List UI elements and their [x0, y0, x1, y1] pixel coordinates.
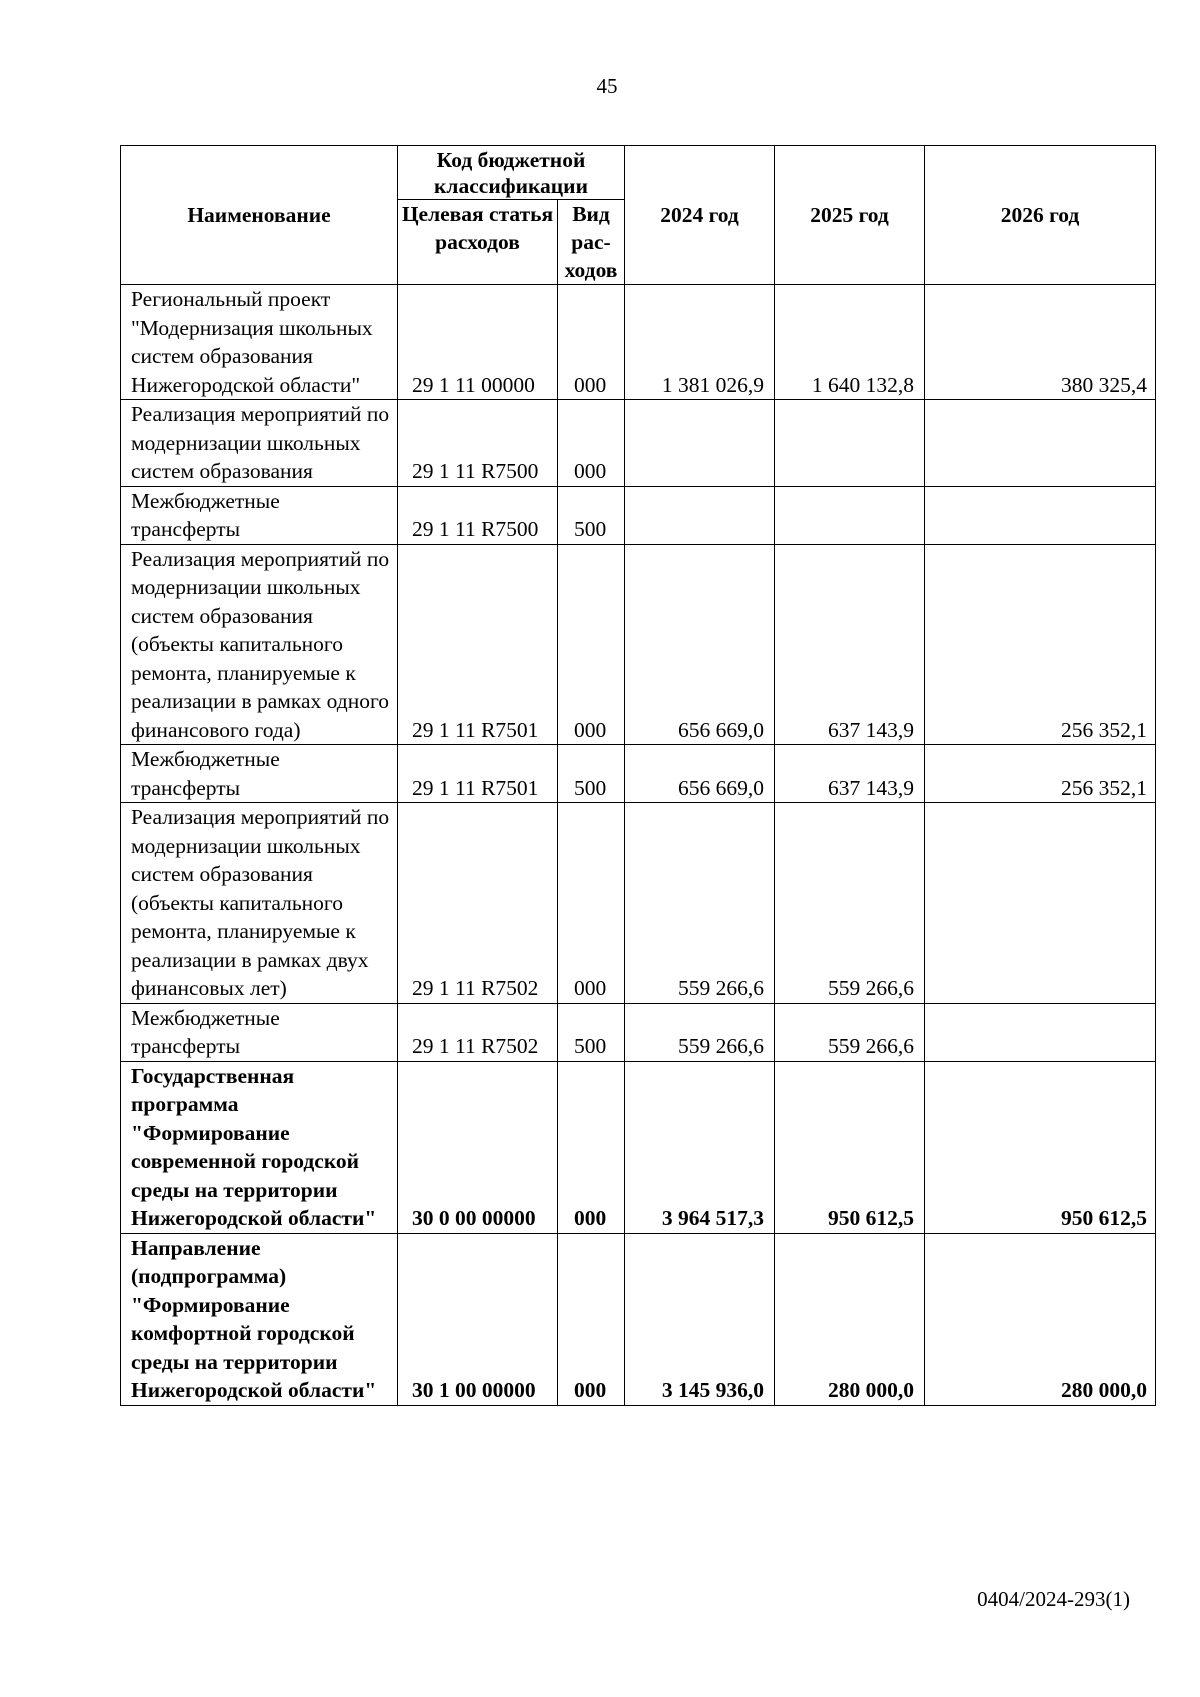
- header-year-2025: 2025 год: [775, 146, 925, 285]
- row-code: 29 1 11 R7500: [398, 486, 558, 544]
- row-code: 29 1 11 R7501: [398, 544, 558, 745]
- row-expense-type: 000: [558, 285, 625, 400]
- row-name: Реализация мероприятий по модернизации школьных систем образования: [121, 400, 398, 487]
- row-name: Реализация мероприятий по модернизации школьных систем образования (объекты капитального ремонта, планируемые к реализации в рамках одного финансового года): [121, 544, 398, 745]
- row-expense-type: 500: [558, 486, 625, 544]
- header-year-2026: 2026 год: [925, 146, 1156, 285]
- row-expense-type: 000: [558, 1061, 625, 1233]
- table-row: [121, 400, 1156, 487]
- row-expense-type: 000: [558, 803, 625, 1004]
- row-name: Направление (подпрограмма) "Формирование комфортной городской среды на территории Нижегородской области": [121, 1233, 398, 1405]
- row-name: Межбюджетные трансферты: [121, 1003, 398, 1061]
- row-code: 29 1 11 00000: [398, 285, 558, 400]
- header-name: Наименование: [121, 146, 398, 285]
- row-2025: 559 266,6: [775, 803, 925, 1004]
- row-2025: 1 640 132,8: [775, 285, 925, 400]
- table-row: [121, 745, 1156, 803]
- row-name: Государственная программа "Формирование современной городской среды на территории Нижегородской области": [121, 1061, 398, 1233]
- row-expense-type: 000: [558, 400, 625, 487]
- table-row: [121, 285, 1156, 400]
- row-code: 30 0 00 00000: [398, 1061, 558, 1233]
- row-2025: [775, 486, 925, 544]
- row-2025: 637 143,9: [775, 745, 925, 803]
- header-year-2024: 2024 год: [625, 146, 775, 285]
- table-row: [121, 1233, 1156, 1405]
- row-2026: 256 352,1: [925, 544, 1156, 745]
- row-2024: 559 266,6: [625, 803, 775, 1004]
- row-2024: 3 964 517,3: [625, 1061, 775, 1233]
- row-2024: 656 669,0: [625, 544, 775, 745]
- row-code: 29 1 11 R7500: [398, 400, 558, 487]
- row-2025: 637 143,9: [775, 544, 925, 745]
- row-2025: [775, 400, 925, 487]
- row-2026: [925, 400, 1156, 487]
- row-name: Межбюджетные трансферты: [121, 745, 398, 803]
- row-code: 30 1 00 00000: [398, 1233, 558, 1405]
- row-2025: 280 000,0: [775, 1233, 925, 1405]
- header-expense-type: Вид рас-ходов: [558, 200, 625, 285]
- row-code: 29 1 11 R7502: [398, 1003, 558, 1061]
- row-expense-type: 500: [558, 745, 625, 803]
- row-code: 29 1 11 R7501: [398, 745, 558, 803]
- row-2024: 3 145 936,0: [625, 1233, 775, 1405]
- budget-table: [120, 145, 1156, 1406]
- row-name: Региональный проект "Модернизация школьных систем образования Нижегородской области": [121, 285, 398, 400]
- row-2026: 380 325,4: [925, 285, 1156, 400]
- table-row: [121, 1003, 1156, 1061]
- document-code: 0404/2024-293(1): [977, 1587, 1130, 1611]
- row-name: Межбюджетные трансферты: [121, 486, 398, 544]
- row-2026: [925, 486, 1156, 544]
- row-2026: 256 352,1: [925, 745, 1156, 803]
- row-2024: [625, 400, 775, 487]
- row-expense-type: 000: [558, 1233, 625, 1405]
- table-row: [121, 486, 1156, 544]
- row-name: Реализация мероприятий по модернизации школьных систем образования (объекты капитального ремонта, планируемые к реализации в рамках двух финансовых лет): [121, 803, 398, 1004]
- header-code-group: Код бюджетной классификации: [398, 146, 625, 200]
- table-row: [121, 544, 1156, 745]
- page-number: 45: [596, 74, 618, 98]
- row-2024: 656 669,0: [625, 745, 775, 803]
- table-row: [121, 1061, 1156, 1233]
- table-row: [121, 803, 1156, 1004]
- row-2026: 280 000,0: [925, 1233, 1156, 1405]
- row-2024: [625, 486, 775, 544]
- row-2024: 559 266,6: [625, 1003, 775, 1061]
- row-2026: 950 612,5: [925, 1061, 1156, 1233]
- row-code: 29 1 11 R7502: [398, 803, 558, 1004]
- row-expense-type: 000: [558, 544, 625, 745]
- header-target-article: Целевая статья расходов: [398, 200, 558, 285]
- row-2026: [925, 1003, 1156, 1061]
- row-expense-type: 500: [558, 1003, 625, 1061]
- row-2026: [925, 803, 1156, 1004]
- row-2025: 950 612,5: [775, 1061, 925, 1233]
- row-2024: 1 381 026,9: [625, 285, 775, 400]
- row-2025: 559 266,6: [775, 1003, 925, 1061]
